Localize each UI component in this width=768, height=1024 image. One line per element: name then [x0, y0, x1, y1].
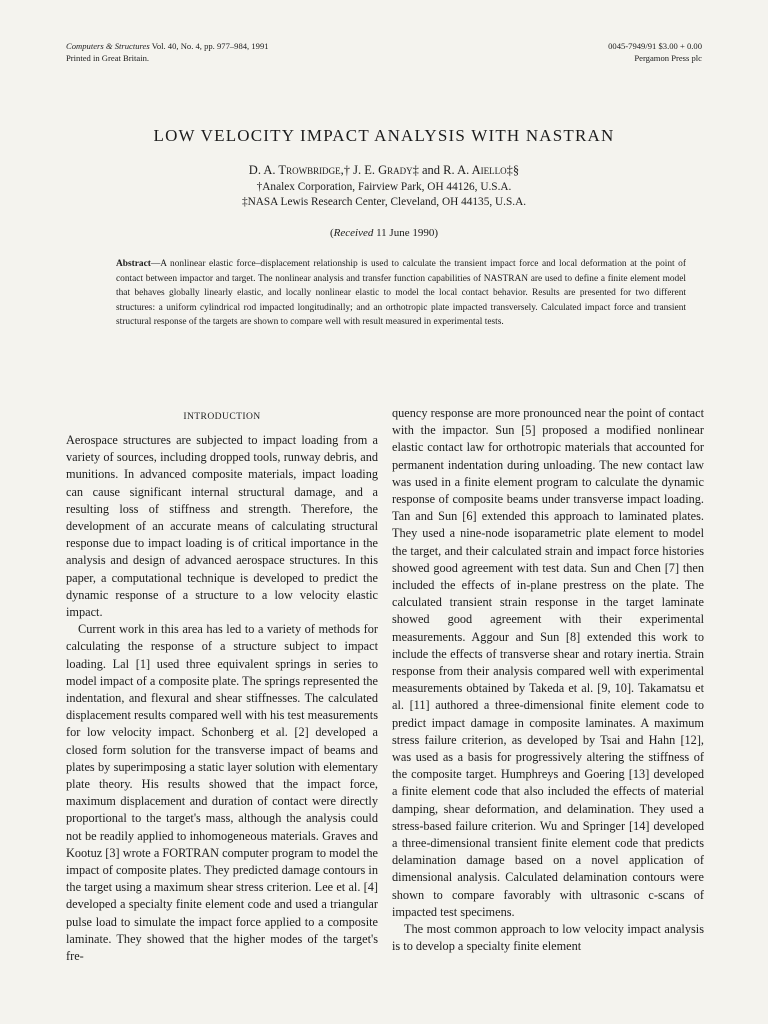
journal-header — [66, 40, 269, 64]
intro-paragraph-3: The most common approach to low velocity impact analysis is to develop a specialty finite element — [392, 922, 704, 954]
intro-paragraph-2-cont: quency response are more pronounced near the point of contact with the impactor. Sun [5] proposed a modified nonlinear elastic contact law for orthotropic materials that accounted for permanent indentation during unloading. The new contact law was used in a finite element program to calculate the dynamic response of composite beams under transverse impact loading. Tan and Sun [6] extended this approach to laminated plates. They used a nine-node isoparametric plate element to model the target, and their calculated strain and impact force histories showed good agreement with test data. Sun and Chen [7] then included the effects of in-plane prestress on the plate. The calculated transient strain response in the target laminate showed good agreement with their experimental measurements. Aggour and Sun [8] extended this work to include the effects of transverse shear and rotary inertia. Strain response from their analysis compared well with experimental measurements obtained by Takeda et al. [9, 10]. Takamatsu et al. [11] authored a three-dimensional finite element code to predict impact damage in composite laminates. A maximum stress failure criterion, as developed by Tsai and Hahn [12], was used as a basis for progressively altering the stiffness of the composite target. Humphreys and Goering [13] developed a finite element code that also included the effects of material damping, shear deformation, and delamination. They used a stress-based failure criterion. Wu and Springer [14] developed a three-dimensional transient finite element code that predicts delamination damage based on a novel application of dimensional analysis. Calculated delamination contours were shown to compare favorably with ultrasonic c-scans of impacted test specimens. — [392, 406, 704, 919]
publisher-name: Pergamon Press plc — [634, 53, 702, 63]
journal-citation — [66, 40, 269, 52]
received-date: (Received 11 June 1990) — [329, 227, 439, 239]
author-2: J. E. Grady‡ — [353, 163, 419, 177]
right-column — [392, 405, 704, 956]
introduction-heading: INTRODUCTION — [183, 411, 261, 422]
left-column — [66, 432, 378, 965]
abstract-text: —A nonlinear elastic force–displacement relationship is used to calculate the transient impact force and local deformation at the point of contact between impactor and target. The nonlinear analysis and transfer function capabilities of NASTRAN are used to define a finite element model that behaves globally linearly elastic, and locally nonlinear elastic to model the local contact behavior. Results are presented for two different structures: a uniform cylindrical rod impacted longitudinally; and an orthotropic plate impacted transversely. Calculated impact force and transient structural response of the targets are shown to compare well with result measured in experimental tests. — [116, 259, 686, 328]
received-value: 11 June 1990 — [376, 227, 435, 239]
affiliation-1: †Analex Corporation, Fairview Park, OH 44126, U.S.A. — [256, 181, 512, 193]
introduction-heading-wrap — [66, 408, 378, 429]
journal-name: Computers & Structures — [66, 41, 150, 51]
author-and: and — [421, 163, 441, 177]
abstract — [116, 257, 686, 330]
affiliation-2: ‡NASA Lewis Research Center, Cleveland, OH 44135, U.S.A. — [241, 196, 527, 208]
printed-note: Printed in Great Britain. — [66, 53, 150, 63]
issn-code: 0045-7949/91 $3.00 + 0.00 — [608, 41, 702, 51]
author-line — [0, 162, 768, 178]
intro-paragraph-1: Aerospace structures are subjected to impact loading from a variety of sources, including dropped tools, runway debris, and munitions. In advanced composite materials, impact loading can cause significant internal structural damage, and a resulting loss of stiffness and strength. Therefore, the development of an accurate means of calculating structural response due to impact loading is of critical importance in the analysis and design of advanced aerospace structures. In this paper, a computational technique is developed to predict the dynamic response of a structure to a low velocity elastic impact. — [66, 433, 378, 620]
abstract-label: Abstract — [116, 259, 151, 269]
paper-title: LOW VELOCITY IMPACT ANALYSIS WITH NASTRAN — [153, 126, 615, 145]
author-3: R. A. Aiello‡§ — [443, 163, 520, 177]
journal-volume: Vol. 40, No. 4, pp. 977–984, 1991 — [151, 41, 269, 51]
author-1: D. A. Trowbridge,† — [248, 163, 350, 177]
intro-paragraph-2: Current work in this area has led to a variety of methods for calculating the response of a structure subject to impact loading. Lal [1] used three equivalent springs in series to model impact of a composite plate. The springs represented the indentation, and flexural and shear stiffnesses. The calculated displacement results compared well with his test measurements for low velocity impact. Schonberg et al. [2] developed a closed form solution for the transverse impact of beams and plates by superimposing a static layer solution with elementary plate theory. His results showed that the impact force, maximum displacement and duration of contact were directly proportional to the target's mass, although the analysis could not be readily applied to inhomogeneous materials. Graves and Kootuz [3] wrote a FORTRAN computer program to model the impact of composite plates. They predicted damage contours in the target using a maximum shear stress criterion. Lee et al. [4] developed a specialty finite element code and used a triangular pulse load to simulate the impact force applied to a composite laminate. They showed that the higher modes of the target's fre- — [66, 622, 378, 964]
received-label: Received — [333, 227, 374, 239]
publisher-header — [608, 40, 702, 64]
